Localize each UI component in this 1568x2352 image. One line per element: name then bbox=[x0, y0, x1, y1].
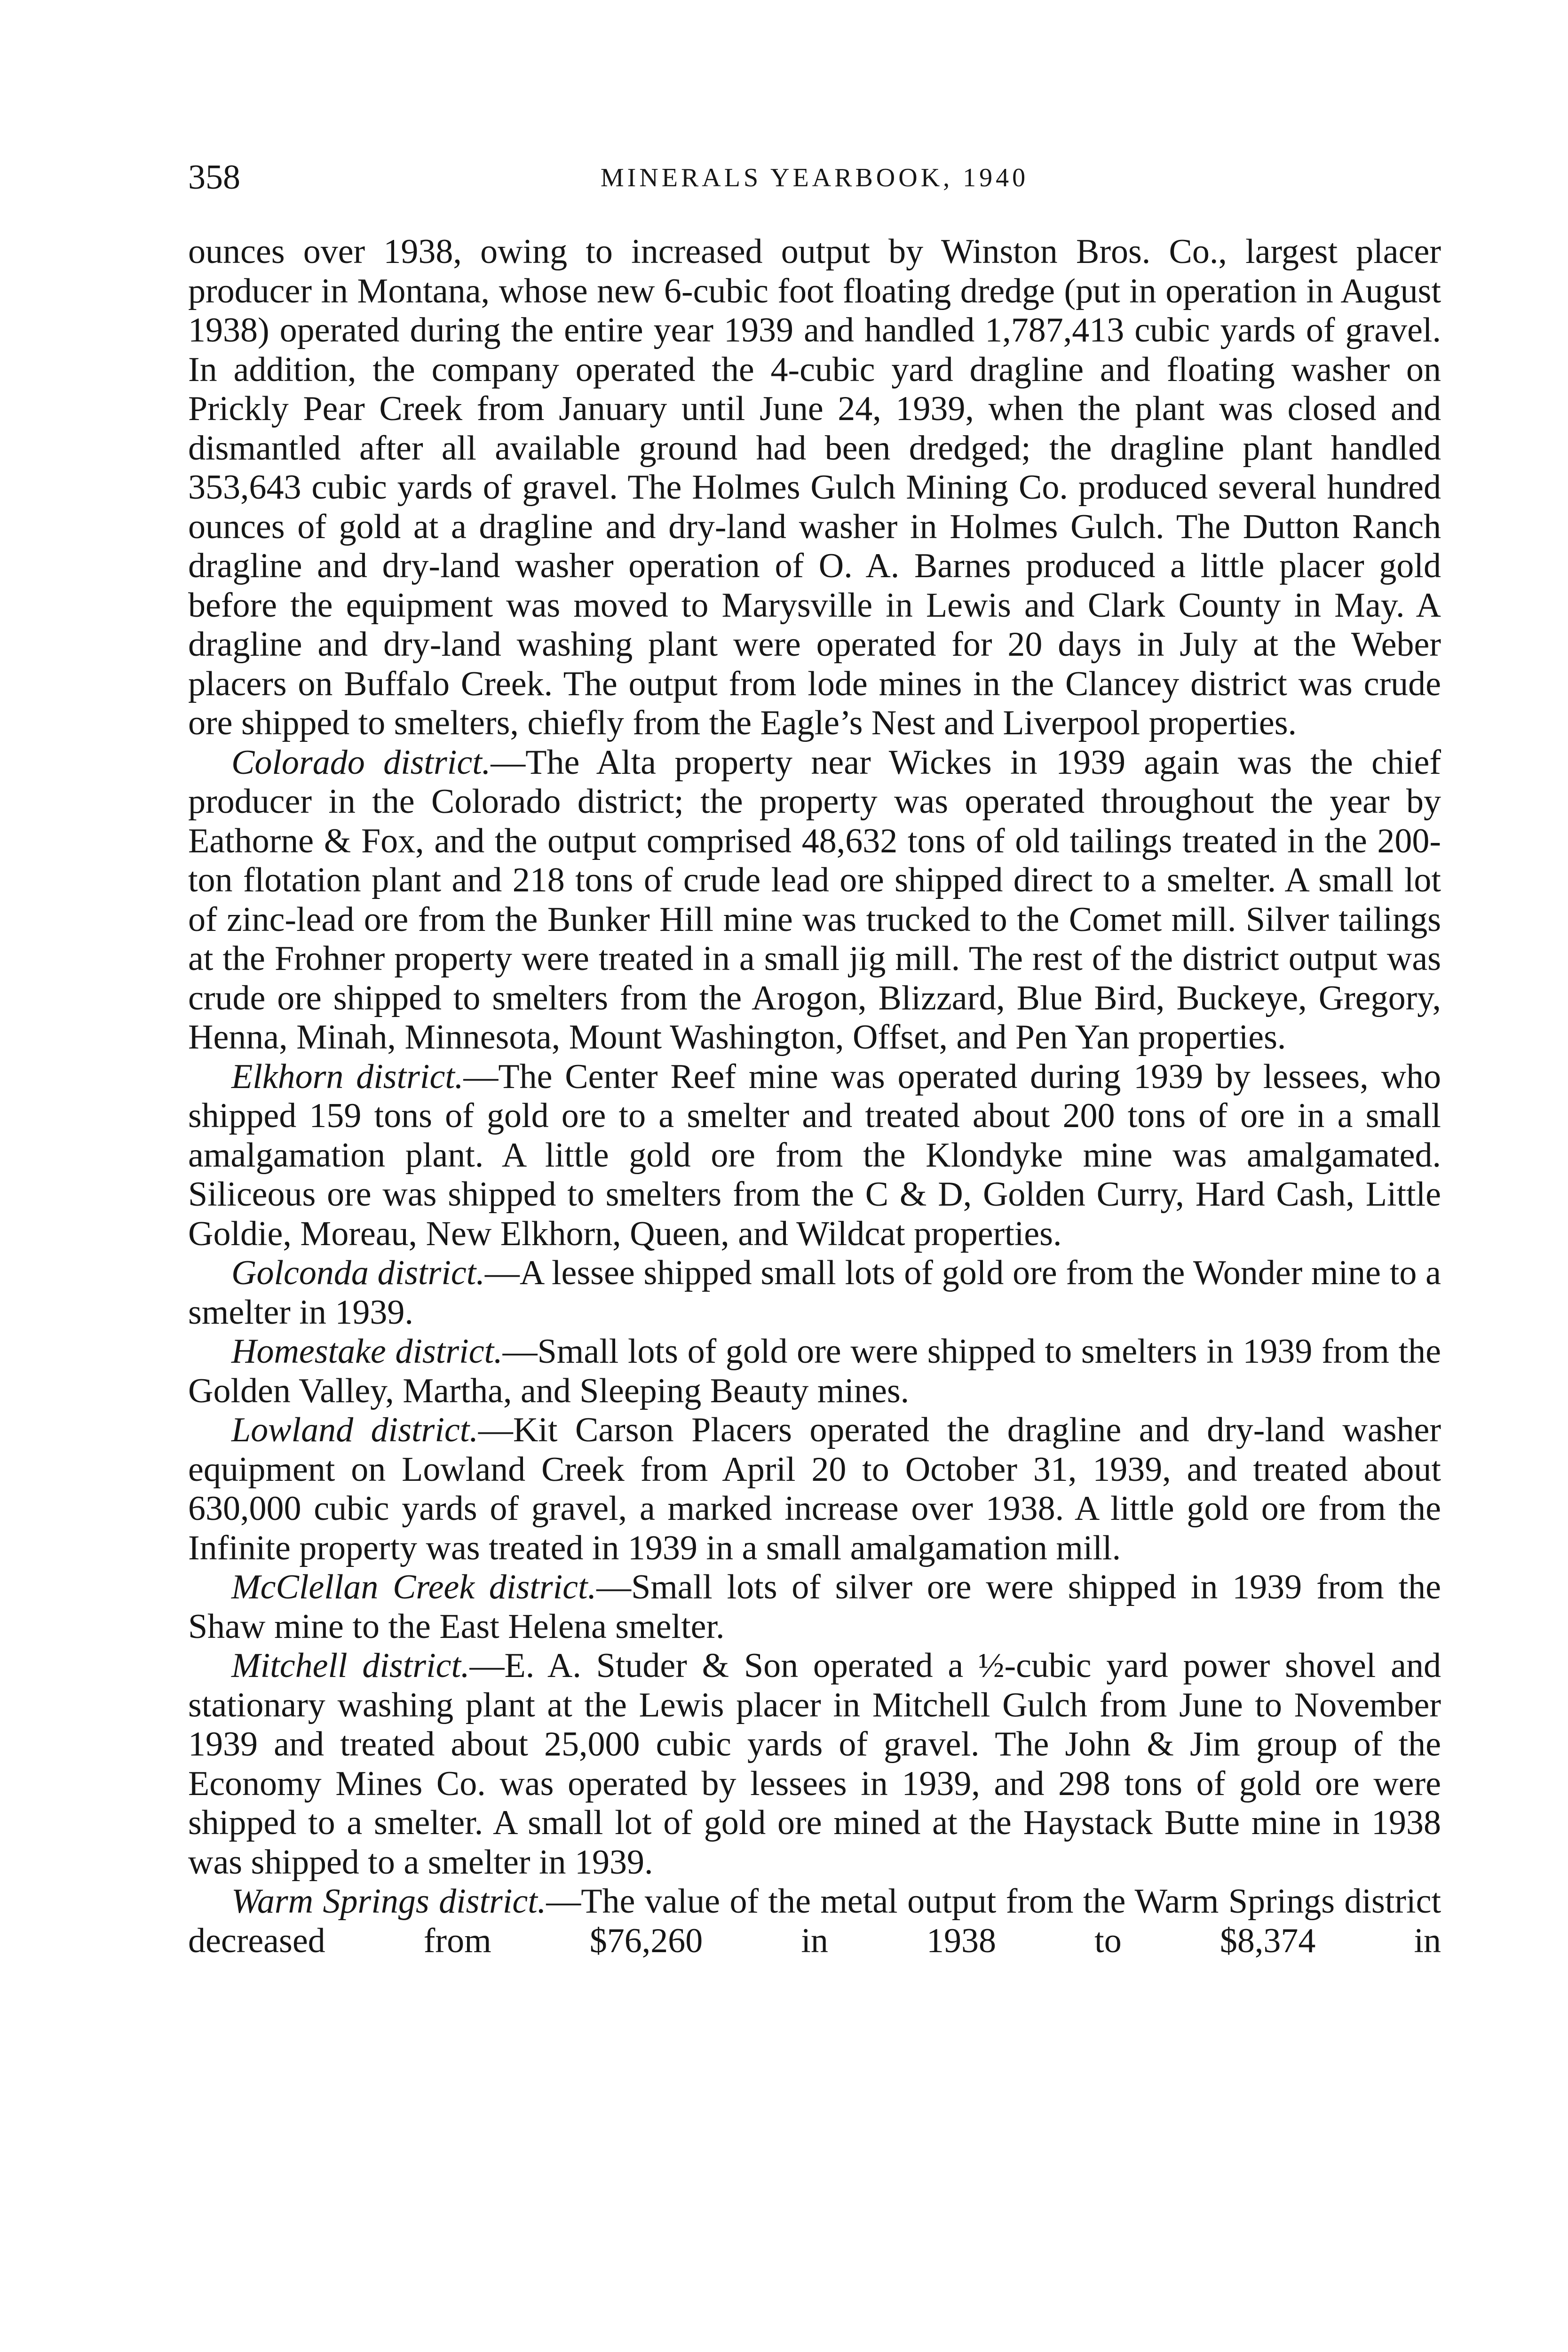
running-title: MINERALS YEARBOOK, 1940 bbox=[600, 163, 1029, 192]
paragraph-text: ounces over 1938, owing to increased output by Winston Bros. Co., largest placer producer in Montana, whose new 6-cubic foot floating dredge (put in operation in August 1938) operated during the entire year 1939 and handled 1,787,413 cubic yards of gravel. In addition, the company operated the 4-cubic yard dragline and floating washer on Prickly Pear Creek from January until June 24, 1939, when the plant was closed and dismantled after all available ground had been dredged; the dragline plant handled 353,643 cubic yards of gravel. The Holmes Gulch Mining Co. produced several hundred ounces of gold at a dragline and dry-land washer in Holmes Gulch. The Dutton Ranch dragline and dry-land washer operation of O. A. Barnes produced a little placer gold before the equipment was moved to Marysville in Lewis and Clark County in May. A dragline and dry-land washing plant were operated for 20 days in July at the Weber placers on Buffalo Creek. The output from lode mines in the Clancey district was crude ore shipped to smelters, chiefly from the Eagle’s Nest and Liverpool properties. bbox=[188, 232, 1441, 742]
paragraph-text: —Kit Carson Placers operated the dragline and dry-land washer equipment on Lowland Creek from April 20 to October 31, 1939, and treated about 630,000 cubic yards of gravel, a marked increase over 1938. A little gold ore from the Infinite property was treated in 1939 in a small amalgamation mill. bbox=[188, 1411, 1441, 1567]
paragraph-homestake-district bbox=[188, 1332, 1441, 1411]
paragraph-text: —Small lots of silver ore were shipped in 1939 from the Shaw mine to the East Helena smelter. bbox=[188, 1568, 1441, 1646]
district-heading: McClellan Creek district. bbox=[231, 1568, 597, 1606]
page-number: 358 bbox=[188, 158, 240, 197]
paragraph-text: —The Center Reef mine was operated during 1939 by lessees, who shipped 159 tons of gold ore to a smelter and treated about 200 tons of ore in a small amalgamation plant. A little gold ore from the Klondyke mine was amalgamated. Siliceous ore was shipped to smelters from the C & D, Golden Curry, Hard Cash, Little Goldie, Moreau, New Elkhorn, Queen, and Wildcat properties. bbox=[188, 1057, 1441, 1253]
paragraph-lowland-district bbox=[188, 1411, 1441, 1568]
paragraph-text: —The value of the metal output from the Warm Springs district decreased from $76,260 in 1938 to $8,374 in bbox=[188, 1882, 1441, 1960]
district-heading: Colorado district. bbox=[231, 743, 491, 782]
district-heading: Golconda district. bbox=[231, 1254, 485, 1292]
page-header bbox=[188, 151, 1441, 203]
paragraph-text: —A lessee shipped small lots of gold ore from the Wonder mine to a smelter in 1939. bbox=[188, 1254, 1441, 1332]
paragraph-elkhorn-district bbox=[188, 1057, 1441, 1254]
district-heading: Homestake district. bbox=[231, 1332, 503, 1371]
paragraph-text: —Small lots of gold ore were shipped to smelters in 1939 from the Golden Valley, Martha, and Sleeping Beauty mines. bbox=[188, 1332, 1441, 1410]
paragraph-continued bbox=[188, 232, 1441, 743]
paragraph-mcclellan-creek-district bbox=[188, 1568, 1441, 1646]
paragraph-mitchell-district bbox=[188, 1646, 1441, 1882]
paragraph-warm-springs-district bbox=[188, 1882, 1441, 1961]
district-heading: Warm Springs district. bbox=[231, 1882, 546, 1921]
paragraph-colorado-district bbox=[188, 743, 1441, 1057]
district-heading: Elkhorn district. bbox=[231, 1057, 464, 1096]
district-heading: Mitchell district. bbox=[231, 1646, 470, 1685]
paragraph-text: —E. A. Studer & Son operated a ½-cubic yard power shovel and stationary washing plant at the Lewis placer in Mitchell Gulch from June to November 1939 and treated about 25,000 cubic yards of gravel. The John & Jim group of the Economy Mines Co. was operated by lessees in 1939, and 298 tons of gold ore were shipped to a smelter. A small lot of gold ore mined at the Haystack Butte mine in 1938 was shipped to a smelter in 1939. bbox=[188, 1646, 1441, 1882]
body-text bbox=[188, 232, 1441, 1961]
district-heading: Lowland district. bbox=[231, 1411, 478, 1449]
paragraph-golconda-district bbox=[188, 1254, 1441, 1332]
paragraph-text: —The Alta property near Wickes in 1939 again was the chief producer in the Colorado district; the property was operated throughout the year by Eathorne & Fox, and the output comprised 48,632 tons of old tailings treated in the 200-ton flotation plant and 218 tons of crude lead ore shipped direct to a smelter. A small lot of zinc-lead ore from the Bunker Hill mine was trucked to the Comet mill. Silver tailings at the Frohner property were treated in a small jig mill. The rest of the district output was crude ore shipped to smelters from the Arogon, Blizzard, Blue Bird, Buckeye, Gregory, Henna, Minah, Minnesota, Mount Washington, Offset, and Pen Yan properties. bbox=[188, 743, 1441, 1057]
